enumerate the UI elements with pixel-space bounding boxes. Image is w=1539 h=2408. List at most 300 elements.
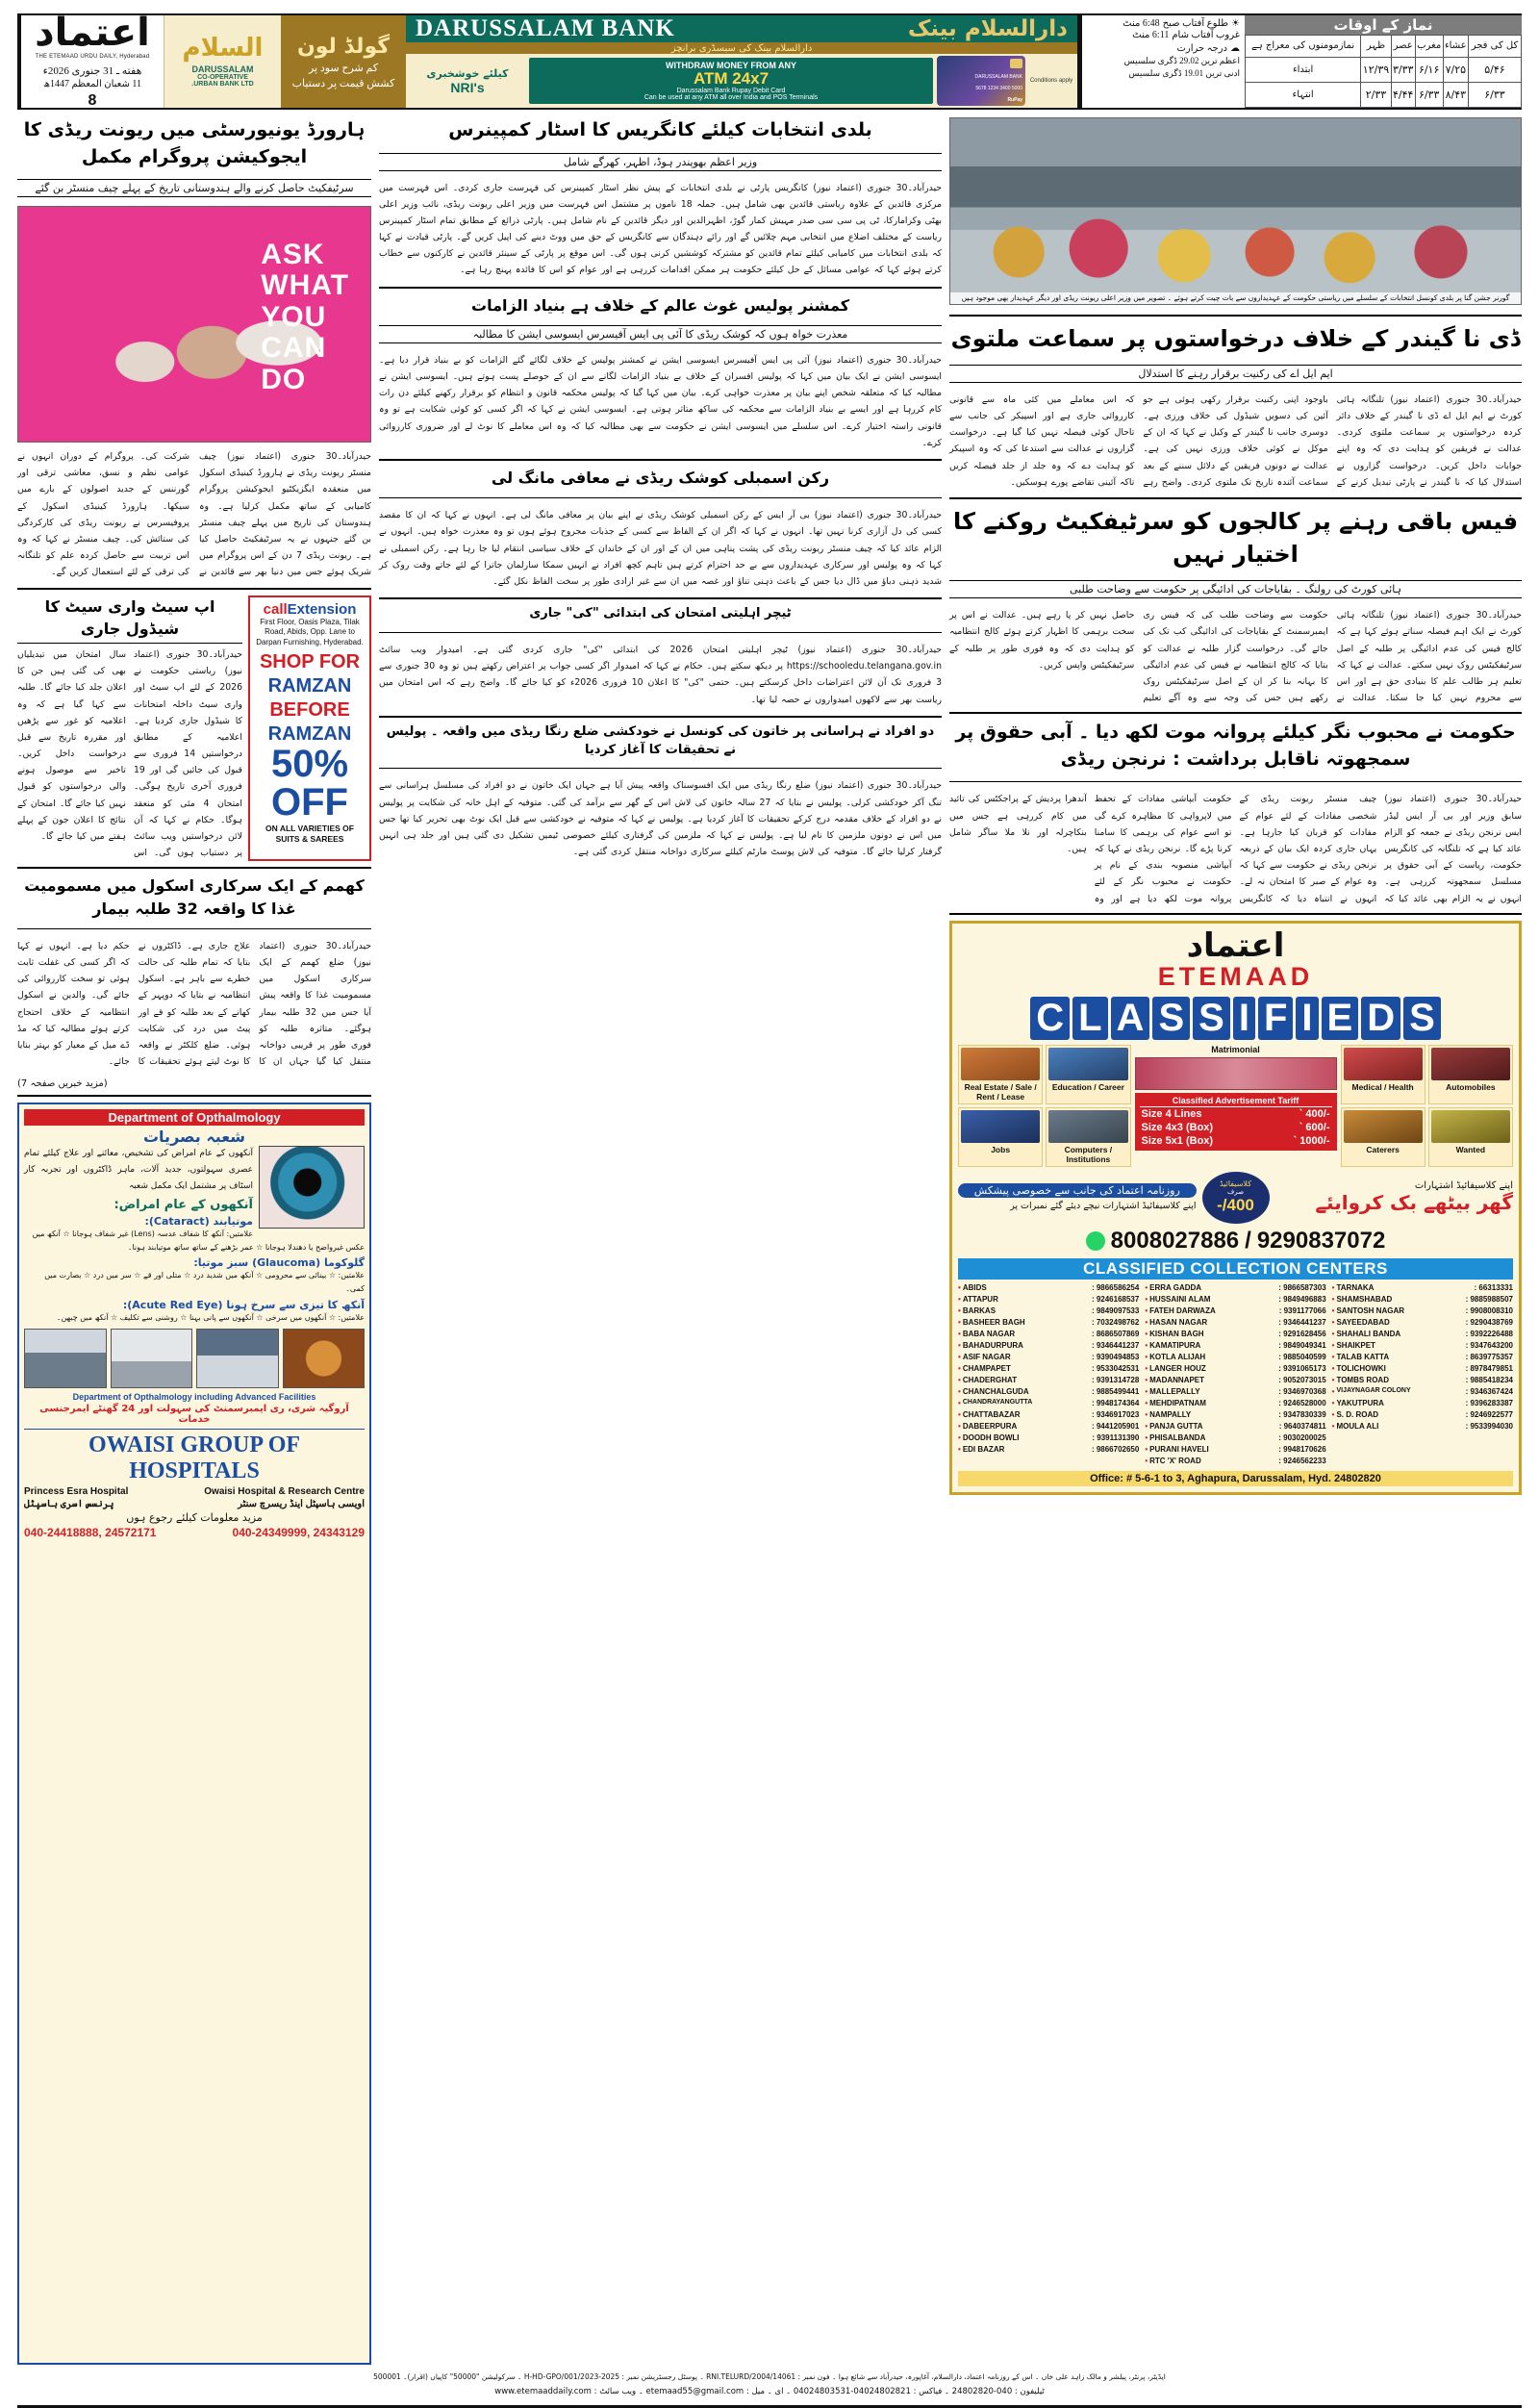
center-phone: 9866586254 [1096,1282,1140,1292]
photo-caption: گورنر جشن گنا پر بلدی کونسل انتخابات کے سلسلے میں ریاستی حکومت کے عہدیداروں سے بات چیت کرتے ہوئے ۔ تصویر میں وزیر اعلی ریونت ریڈی اور دیگر عہدیدار بھی موجود ہیں [950,292,1521,304]
bullet-icon: • [1145,1444,1148,1454]
gold-loan-line1: کم شرح سود پر [308,62,379,74]
bullet-icon: • [958,1444,961,1454]
bullet-icon: • [1145,1340,1148,1350]
bank-name-bar [406,15,1077,42]
classifieds-ad[interactable] [949,921,1522,1495]
list-item: • ERRA GADDA : 9866587303 [1145,1282,1326,1292]
category-wanted-label: Wanted [1455,1144,1486,1154]
center-phone: 9346970368 [1283,1386,1326,1396]
classifieds-letter-i: I [1233,997,1255,1040]
call-extension-ad[interactable] [248,596,371,862]
center-name: SANTOSH NAGAR [1336,1305,1404,1315]
list-item: • NAMPALLY : 9347830339 [1145,1409,1326,1419]
center-phone: 9346441237 [1283,1317,1326,1327]
list-item: • CHANCHALGUDA : 9885499441 [958,1386,1140,1396]
bullet-icon: • [1331,1386,1335,1396]
classifieds-middle-row [958,1045,1513,1167]
center-phone: 9246528000 [1283,1398,1326,1407]
center-name: EDI BAZAR [962,1444,1005,1454]
stethoscope-icon [1344,1048,1423,1080]
center-name: CHAMPAPET [962,1363,1011,1373]
gold-loan-title: گولڈ لون [296,34,391,59]
callext-shop-ramzan2: RAMZAN [267,722,352,745]
thumb-surgery [196,1329,279,1388]
center-name: BARKAS [962,1305,997,1315]
center-name: PURANI HAVELI [1149,1444,1209,1454]
thumb-equipment [111,1329,193,1388]
center-name: SHAIKPET [1336,1340,1375,1350]
temperature-label: درجہ حرارت [1176,43,1227,54]
ophth-redeye-symptoms: علامتیں: ☆ آنکھوں میں سرخی ☆ آنکھوں سے پانی بہنا ☆ روشنی سے تکلیف ☆ آنکھ میں چبھن۔ [56,1312,365,1322]
center-phone: 9849097533 [1096,1305,1140,1315]
article-b2-text: حیدرآباد۔30 جنوری (اعتماد نیوز) ریاستی حکومت نے 2026 کے لئے اپ سیٹ اور واری سیٹ داخلہ امتحانات کا شیڈول جاری کردیا ہے۔ اعلامیہ کے مطابق درخواستیں 14 فروری سے قبول کی جائیں گی اور 19 فروری آخری تاریخ ہوگی۔ امتحان 4 مئی کو منعقد ہوگا۔ حکام نے کہا کہ آن لائن درخواستیں ویب سائٹ پر دستیاب ہوں گی۔ اس سال امتحان میں تبدیلیاں بھی کی گئی ہیں جن کا اعلان جلد کیا جائے گا۔ طلبہ سے کہا گیا ہے کہ وہ اعلامیہ کو غور سے پڑھیں اور مقررہ تاریخ سے قبل درخواست داخل کریں۔ تاخیر سے موصول ہونے والی درخواستوں کو قبول نہیں کیا جائے گا۔ امتحان کے نتائج کا اعلان جون کے پہلے ہفتے میں کیا جائے گا۔ [17,648,242,859]
center-phone: 9030200025 [1283,1432,1326,1442]
category-group-right [1341,1045,1514,1167]
callext-variety: ON ALL VARIETIES OF SUITS & SAREES [265,823,354,845]
article-b2-headline: اپ سیٹ واری سیٹ کا شیڈول جاری [44,596,215,638]
ophth-cataract-title: موتیابند (Cataract): [144,1215,253,1229]
article-a8-headline: دو افراد نے ہراسانی پر خاتون کی کونسل نے خودکشی ضلع رنگا ریڈی میں واقعہ ۔ پولیس نے تحقیقات کا آغاز کردیا [386,723,935,757]
end-row-label: انتہاء [1246,82,1361,107]
center-phone: 9291628456 [1283,1329,1326,1338]
car-icon [1431,1048,1510,1080]
bullet-icon: • [1145,1294,1148,1304]
badge-amount: 400/- [1217,1196,1254,1215]
logo-english-title: THE ETEMAAD URDU DAILY, Hyderabad [35,54,150,60]
bullet-icon: • [1145,1432,1148,1442]
article-b1-subheadline: سرٹیفکیٹ حاصل کرنے والے ہندوستانی تاریخ کے پہلے چیف منسٹر بن گئے [17,179,371,197]
list-item: • SAYEEDABAD : 9290438769 [1331,1317,1513,1327]
sun-and-temperature [1081,15,1245,108]
books-icon [1048,1048,1127,1080]
article-a1-subheadline: وزیر اعظم بھوپندر ہوڈ، اظہر، کھرگے شامل [379,153,942,171]
footer-contacts: ٹیلیفون : 040-24802820 ۔ فیاکس : 04024802821-04024803531 ۔ ای ۔ میل : etemaad55@gmail.com ۔ ویب سائٹ : www.etemaaddaily.com [494,2386,1045,2396]
classifieds-letter-c: C [1030,997,1070,1040]
phone-princess-esra[interactable]: 040-24418888, 24572171 [24,1526,157,1540]
temperature-min: ادنی ترین 19.01 ڈگری سلسیس [1128,68,1240,79]
classifieds-phone-2[interactable]: 9290837072 [1256,1227,1386,1254]
bullet-icon: • [1331,1375,1335,1384]
classifieds-letter-s2: S [1193,997,1230,1040]
list-item: • MEHDIPATNAM : 9246528000 [1145,1398,1326,1407]
sunset-value: 6:11 منٹ [1132,30,1170,40]
center-phone: 9533994030 [1470,1421,1513,1431]
end-fajr-tomorrow: ۶/۳۳ [1468,82,1521,107]
gold-loan-line2: کشش قیمت پر دستیاب [291,77,395,89]
bullet-icon: • [1145,1282,1148,1292]
center-name: TARNAKA [1336,1282,1375,1292]
category-jobs[interactable] [958,1107,1043,1167]
collection-centers-column-3 [1332,1282,1513,1467]
classifieds-promo-headline-wrap [1275,1180,1514,1214]
sunrise-row [1087,18,1240,29]
owaisi-group-name: OWAISI GROUP OF HOSPITALS [88,1432,301,1484]
end-isha: ۸/۴۳ [1443,82,1468,107]
center-name: FATEH DARWAZA [1149,1305,1216,1315]
category-education-label: Education / Career [1051,1081,1124,1092]
prayer-times-table-wrap [1245,15,1522,108]
center-phone: 66313331 [1478,1282,1513,1292]
center-phone: 9392226488 [1470,1329,1513,1338]
center-phone: 9849496883 [1283,1294,1326,1304]
masthead-row [17,13,1522,110]
bullet-icon: • [1145,1421,1148,1431]
center-phone: 8978479851 [1470,1363,1513,1373]
callext-brand [254,601,366,618]
category-medical-label: Medical / Health [1351,1081,1414,1092]
bullet-icon: • [958,1386,961,1396]
center-name: KOTLA ALIJAH [1149,1352,1206,1361]
bullet-icon: • [958,1363,961,1373]
list-item: • KAMATIPURA : 9849049341 [1145,1340,1326,1350]
center-phone: 9391065173 [1283,1363,1326,1373]
list-item: • YAKUTPURA : 9396283387 [1331,1398,1513,1407]
list-item: • TOLICHOWKI : 8978479851 [1331,1363,1513,1373]
bullet-icon: • [1145,1352,1148,1361]
prayer-col-fajr-tomorrow: کل کی فجر [1468,36,1521,58]
center-phone: 9052073015 [1283,1375,1326,1384]
tariff-price-1: ` 400/- [1299,1107,1330,1120]
owaisi-phones [24,1526,365,1539]
bullet-icon: • [1145,1305,1148,1315]
center-phone: 9246562233 [1283,1456,1326,1465]
badge-label: کلاسیفائیڈ [1219,1179,1252,1189]
article-a2-body [949,392,1522,492]
article-a3-text: حیدرآباد۔30 جنوری (اعتماد نیوز) آئی پی ایس آفیسرس ایسوسی ایشن نے کمشنر پولیس کے خلاف لگائے گئے الزامات کو بے بنیاد قرار دیا ہے۔ ایسوسی ایشن نے ایک بیان میں کہا کہ پولیس افسران کے خلاف بے بنیاد الزامات لگانے سے ان کے حوصلے پست ہوتے ہیں۔ ایسوسی ایشن نے مطالبہ کیا کہ متعلقہ شخص اپنے بیان پر معذرت خواہی کرے۔ بیان میں کہا گیا کہ پولیس محکمہ قانون و انتظام کو برقرار رکھنے کیلئے دن رات کام کررہا ہے اور ایسے بے بنیاد الزامات سے محکمہ کی ساکھ متاثر ہوتی ہے۔ ایسوسی ایشن نے کہا کہ اگر کسی کو کوئی شکایت ہے تو وہ قانونی راستہ اختیار کرے۔ اس سلسلے میں ایسوسی ایشن نے حکومت سے بھی مطالبہ کیا کہ وہ اس معاملے کا نوٹ لے اور ضروری کارروائی کرے۔ [379,354,942,448]
atm-line4: Can be used at any ATM all over India and POS Terminals [643,94,819,102]
ophth-intro: آنکھوں کے عام امراض کی تشخیص، معائنے اور علاج کیلئے تمام عصری سہولتوں، جدید آلات، ماہر ڈاکٹروں اور تجربہ کار اسٹاف پر مشتمل ایک مکمل شعبہ [24,1148,253,1192]
list-item: • CHATTABAZAR : 9346917023 [958,1409,1140,1419]
bullet-icon: • [1145,1317,1148,1327]
center-name: NAMPALLY [1149,1409,1192,1419]
bullet-icon: • [1145,1363,1148,1373]
price-badge [1202,1172,1270,1224]
center-name: HUSSAINI ALAM [1149,1294,1211,1304]
center-phone: 9948174364 [1096,1398,1140,1407]
sunset-label: غروب آفتاب شام [1172,30,1240,40]
bullet-icon: • [1331,1363,1335,1373]
owaisi-research-centre: Owaisi Hospital & Research Centre [204,1486,365,1498]
center-name: ERRA GADDA [1149,1282,1202,1292]
classifieds-letter-i2: I [1296,997,1318,1040]
tariff-size-2: Size 4x3 (Box) [1141,1121,1214,1133]
bullet-icon: • [958,1409,961,1419]
list-item: • SHAIKPET : 9347643200 [1331,1340,1513,1350]
callext-brand-part2: Extension [287,600,357,618]
article-a5-text: حیدرآباد۔30 جنوری (اعتماد نیوز) بی آر ایس کے رکن اسمبلی کوشک ریڈی نے اپنے بیان پر معافی مانگ لی ہے۔ انہوں نے کہا کہ ان کا مقصد کسی کی دل آزاری کرنا نہیں تھا۔ انہوں نے کہا کہ اگر ان کے الفاظ سے کسی کے جذبات مجروح ہوئے ہوں تو وہ معذرت خواہ ہیں۔ انہوں نے الزام عائد کیا کہ چیف منسٹر ریونت ریڈی کی پشت پناہی میں ان کے اور ان کے خاندان کے خلاف سیاسی انتقام لیا جا رہا ہے۔ رکن اسمبلی نے کہا کہ وہ پولیس اور سرکاری عہدیداروں سے بے حد احترام کرتے ہیں تاہم کچھ افراد نے انہیں سمکا سارلمان جاترا کے لئے جاتے وقت روک کر شدید ذہنی دباؤ میں ڈال دیا جس کے باعث ذہنی تناؤ اور غصہ میں ان سے غیر ارادی طور پر سخت الفاظ نکل گئے۔ [379,510,942,587]
article-a7-body [379,642,942,710]
bank-logo-urdu: السلام [182,34,264,63]
list-item: • PANJA GUTTA : 9640374811 [1145,1421,1326,1431]
list-item: • SHAMSHABAD : 9885988507 [1331,1294,1513,1304]
prayer-col-asr: عصر [1391,36,1415,58]
page-footer [17,2370,1522,2408]
prayer-col-isha: عشاء [1443,36,1468,58]
whatsapp-icon [1086,1231,1105,1251]
center-name: SAYEEDABAD [1336,1317,1390,1327]
center-name: CHANCHALGUDA [962,1386,1029,1396]
center-name: BASHEER BAGH [962,1317,1025,1327]
article-a4-body [949,607,1522,706]
politicians-photo [949,117,1522,305]
bullet-icon: • [1331,1421,1335,1431]
article-a6-headline: حکومت نے محبوب نگر کیلئے پروانہ موت لکھ دیا ۔ آبی حقوق پر سمجھوتہ ناقابل برداشت : نرنجن ریڈی [955,722,1516,770]
card-number: 5000 3400 1234 5678 [975,86,1022,91]
debit-card-image [937,56,1025,106]
article-b3-jump: (مزید خبریں صفحہ 7) [17,1077,108,1089]
prayer-row-end [1246,82,1522,107]
category-caterers-label: Caterers [1366,1144,1400,1154]
center-phone: 9246922577 [1470,1409,1513,1419]
ophth-cataract-symptoms: علامتیں: آنکھ کا شفاف عدسہ (Lens) غیر شفاف ہوجانا ☆ آنکھ میں عکس غیرواضح یا دھندلا ہوجانا ☆ عمر بڑھنے کے ساتھ ساتھ موتیابند ہونا۔ [32,1229,365,1252]
category-medical[interactable] [1341,1045,1425,1104]
category-computers[interactable] [1046,1107,1130,1167]
sunrise-label: طلوع آفتاب صبح [1162,18,1229,29]
tariff-title: Classified Advertisement Tariff [1140,1096,1332,1107]
article-a3-subheadline: معذرت خواہ ہوں کہ کوشک ریڈی کا آئی پی ایس آفیسرس ایسوسی ایشن کا مطالبہ [379,325,942,343]
article-b1-body [17,448,371,582]
bank-logo-line2: CO-OPERATIVE [197,74,248,81]
bullet-icon: • [958,1305,961,1315]
center-name: KAMATIPURA [1149,1340,1201,1350]
center-phone: 9391177066 [1283,1305,1326,1315]
ophth-condition-2 [24,1256,365,1295]
center-name: DOODH BOWLI [962,1432,1020,1442]
bullet-icon: • [958,1317,961,1327]
footer-imprint: ایڈیٹر، پرنٹر، پبلشر و مالک زاہد علی خاں ۔ اس کے روزنامہ اعتماد، دارالسلام، آغاپورہ، حیدرآباد سے شائع ہوا ۔ فون نمبر : RNI.TELURD/2004/14061 ۔ پوسٹل رجسٹریشن نمبر : H-HD-GPO/001/2023-2025 ۔ سرکولیشن "50000" کاپیاں (اقرار)۔ 500001 [373,2372,1166,2381]
center-phone: 9390494853 [1096,1352,1140,1361]
center-name: TOLICHOWKI [1336,1363,1386,1373]
atm-line3: Darussalam Bank Rupay Debit Card [676,88,786,95]
callext-shop-ramzan1: RAMZAN [267,674,352,697]
center-name: SHAHALI BANDA [1336,1329,1401,1338]
thumb-machine [24,1329,107,1388]
bank-subsidiary-band: دارالسلام بینک کی سبسڈری برانچز [406,42,1077,54]
list-item: • PHISALBANDA : 9030200025 [1145,1432,1326,1442]
collection-centers-column-1 [958,1282,1139,1467]
center-phone: 9885499441 [1096,1386,1140,1396]
bullet-icon: • [1331,1282,1335,1292]
ophth-redeye-title: آنکھ کا تیزی سے سرخ ہونا (Acute Red Eye): [122,1298,365,1311]
category-education[interactable] [1046,1045,1130,1104]
start-zuhr: ۱۲/۳۹ [1361,57,1392,82]
list-item: • MOULA ALI : 9533994030 [1331,1421,1513,1431]
center-name: BAHADURPURA [962,1340,1023,1350]
start-asr: ۳/۳۳ [1391,57,1415,82]
classifieds-phone-1[interactable]: 8008027886 [1110,1227,1240,1254]
center-phone: 9849049341 [1283,1340,1326,1350]
center-name: TALAB KATTA [1336,1352,1390,1361]
ophth-glaucoma-title: گلوکوما (Glaucoma) سبز موتیا: [193,1256,365,1270]
callext-brand-part1: call [263,600,288,618]
house-icon [961,1048,1040,1080]
article-a6-text: حیدرآباد۔30 جنوری (اعتماد نیوز) سابق وزیر اور بی آر ایس لیڈر ایس نرنجن ریڈی نے جمعہ کو الزام عائد کیا ہے کہ تلنگانہ کی کانگریس حکومت، ریاست کے آبی حقوق پر مسلسل سمجھوتہ کررہی ہے۔ انہوں نے یہ الزام بھی عائد کیا کہ چیف منسٹر ریونت ریڈی کے شخصی مفادات کے لئے عوام کے مفادات کو قربان کیا جارہا ہے۔ یہاں جاری کردہ ایک بیان کے ذریعہ نرنجن ریڈی نے حکومت سے کہا کہ وہ عوام کے صبر کا امتحان نہ لے۔ انہوں نے انتباہ دیا کہ کانگریس حکومت آبپاشی مفادات کے تحفظ میں لاپرواہی کا مظاہرہ کرے گی تو اسے عوام کی برہمی کا سامنا کرنا پڑے گا۔ نرنجن ریڈی نے کہا کہ آبپاشی منصوبہ بندی کے نام پر حکومت نے محبوب نگر کے لئے پروانہ موت لکھ دیا ہے اور وہ آندھرا پردیش کے پراجکٹس کی تائید میں کام کررہی ہے جس میں بنکاچرلہ اور نلا ملا ساگر شامل ہیں۔ [949,794,1522,904]
list-item: • HUSSAINI ALAM : 9849496883 [1145,1294,1326,1304]
collection-centers-grid [958,1282,1513,1467]
center-phone: 9246168537 [1096,1294,1140,1304]
classifieds-letter-s3: S [1403,997,1441,1040]
list-item: • S. D. ROAD : 9246922577 [1331,1409,1513,1419]
list-item: • HASAN NAGAR : 9346441237 [1145,1317,1326,1327]
classifieds-letter-s1: S [1152,997,1190,1040]
list-item: • RTC 'X' ROAD : 9246562233 [1145,1456,1326,1465]
list-item: • BAHADURPURA : 9346441237 [958,1340,1140,1350]
center-name: KISHAN BAGH [1149,1329,1204,1338]
article-a3-body [379,352,942,453]
center-phone: 9346367424 [1470,1386,1513,1396]
classifieds-phone-row[interactable] [958,1228,1513,1255]
list-item: • VIJAYNAGAR COLONY : 9346367424 [1331,1386,1513,1396]
article-a2-headline: ڈی نا گیندر کے خلاف درخواستوں پر سماعت ملتوی [950,325,1521,352]
bank-main-panel [406,15,1077,108]
column-right [17,117,371,2365]
classifieds-letter-l: L [1072,997,1107,1040]
matrimonial-image [1135,1057,1337,1090]
eye-photo [259,1146,365,1229]
article-a2-subheadline: ایم ایل اے کی رکنیت برقرار رہنے کا استدلال [949,365,1522,383]
bank-logo-line1: DARUSSALAM [191,64,254,74]
phone-separator: / [1245,1227,1251,1254]
list-item: • BABA NAGAR : 8686507869 [958,1329,1140,1338]
logo-urdu-title: اعتماد [35,11,150,55]
category-real-estate[interactable] [958,1045,1043,1104]
list-item: • CHAMPAPET : 9533042531 [958,1363,1140,1373]
article-a2-text: حیدرآباد۔30 جنوری (اعتماد نیوز) تلنگانہ ہائی کورٹ نے ایم ایل اے ڈی نا گیندر کے خلاف دائر کردہ درخواستوں پر سماعت ملتوی کردی۔ عدالت نے فریقین کو ہدایت دی کہ وہ اپنے جوابات داخل کریں۔ درخواست گزاروں نے استدلال کیا کہ نا گیندر نے پارٹی تبدیل کرنے کے باوجود اپنی رکنیت برقرار رکھی ہوئی ہے جو آئین کی دسویں شیڈول کی خلاف ورزی ہے۔ دوسری جانب نا گیندر کے وکیل نے کہا کہ ان کے موکل نے کوئی خلاف ورزی نہیں کی ہے۔ عدالت نے دونوں فریقین کے دلائل سننے کے بعد سماعت آئندہ تاریخ تک ملتوی کردی۔ واضح رہے کہ اس معاملے میں کئی ماہ سے قانونی کارروائی جاری ہے اور اسپیکر کی جانب سے تاحال کوئی فیصلہ نہیں کیا گیا ہے۔ درخواست گزاروں نے عدالت سے استدعا کی کہ وہ اسپیکر کو ہدایت دے کہ وہ جلد از جلد فیصلہ کریں تاکہ آئینی تقاضے پورے ہوسکیں۔ [949,393,1522,488]
list-item: • ATTAPUR : 9246168537 [958,1294,1140,1304]
ophth-dept-urdu: شعبہ بصریات [142,1127,246,1146]
center-name: TOMBS ROAD [1336,1375,1389,1384]
start-isha: ۷/۲۵ [1443,57,1468,82]
owaisi-hospital-block [24,1429,365,1539]
category-computers-label: Computers / Institutions [1064,1144,1113,1164]
collection-centers-column-2 [1145,1282,1325,1467]
ophth-dept-english: Department of Opthalmology [24,1109,365,1126]
center-phone: 9908008310 [1470,1305,1513,1315]
classifieds-office-address: Office: # 5-6-1 to 3, Aghapura, Darussalam, Hyd. 24802820 [958,1471,1513,1486]
bullet-icon: • [1331,1305,1335,1315]
bullet-icon: • [1145,1329,1148,1338]
list-item: • BARKAS : 9849097533 [958,1305,1140,1315]
category-jobs-label: Jobs [991,1144,1011,1154]
center-phone: 9391131390 [1097,1432,1140,1442]
promo-ribbon: روزنامہ اعتماد کی جانب سے خصوصی پیشکش [958,1183,1197,1198]
list-item: • LANGER HOUZ : 9391065173 [1145,1363,1326,1373]
computer-icon [1048,1110,1127,1143]
classifieds-letter-f: F [1258,997,1293,1040]
category-wanted[interactable] [1428,1107,1513,1167]
tariff-row-3 [1140,1134,1332,1148]
center-phone: 8639775357 [1470,1352,1513,1361]
princess-esra-hospital-ur: پرنسس اسری ہاسپٹل [24,1499,114,1510]
classifieds-letter-e: E [1322,997,1359,1040]
page-number: 8 [88,92,97,109]
princess-esra-hospital: Princess Esra Hospital [24,1486,129,1498]
center-name: ATTAPUR [962,1294,998,1304]
atm-offer [529,58,933,105]
article-a8-body [379,777,942,2365]
matrimonial-label: Matrimonial [1211,1044,1260,1054]
ophth-condition-3 [24,1299,365,1325]
tariff-row-1 [1140,1107,1332,1121]
list-item: • BASHEER BAGH : 7032498762 [958,1317,1140,1327]
article-a6-body [949,791,1522,906]
center-name: YAKUTPURA [1336,1398,1384,1407]
article-a8-text: حیدرآباد۔30 جنوری (اعتماد نیوز) ضلع رنگا ریڈی میں ایک افسوسناک واقعہ پیش آیا ہے جہاں ایک خاتون نے دو افراد کی مسلسل ہراسانی سے تنگ آکر خودکشی کرلی۔ پولیس نے بتایا کہ 27 سالہ خاتون کی لاش اس کے گھر سے برآمد کی گئی۔ متوفیہ کے اہل خانہ کی شکایت پر پولیس نے دو افراد کے خلاف مقدمہ درج کرکے تحقیقات کا آغاز کردیا ہے۔ پولیس نے کہا کہ متوفیہ نے خودکشی سے قبل ایک نوٹ بھی تحریر کیا تھا جس میں اس نے دونوں ملزمین کا نام لیا ہے۔ پولیس نے کہا کہ ملزمین کی گرفتاری کیلئے خصوصی ٹیمیں تشکیل دی گئی ہیں اور جلد ہی انہیں گرفتار کرلیا جائے گا۔ متوفیہ کی لاش پوسٹ مارٹم کیلئے سرکاری دواخانہ منتقل کردی گئی ہے۔ [379,780,942,858]
card-label: DARUSSALAM BANK [974,74,1022,80]
classifieds-logo-urdu: اعتماد [1186,925,1285,965]
list-item: • KISHAN BAGH : 9291628456 [1145,1329,1326,1338]
article-a5-body [379,507,942,592]
bullet-icon: • [958,1421,961,1431]
bullet-icon: • [958,1352,961,1361]
atm-line2: ATM 24x7 [693,68,770,88]
center-phone: 9533042531 [1096,1363,1140,1373]
temperature-max: اعظم ترین 29.02 ڈگری سلسیس [1123,56,1240,65]
category-group-left [958,1045,1131,1167]
card-brand: RuPay [1007,97,1022,103]
bullet-icon: • [958,1340,961,1350]
bank-advertisement[interactable] [164,15,1077,108]
callext-address: First Floor, Oasis Plaza, Tilak Road, Abids, Opp. Lane to Darpan Furnishing, Hyderabad. [256,617,364,647]
harvard-photo [17,206,371,443]
badge-only: صرف [1226,1188,1245,1197]
sun-icon: ☀ [1231,18,1240,29]
center-phone: 9346917023 [1096,1409,1140,1419]
ophth-heading: آنکھوں کے عام امراض: [114,1198,253,1213]
article-a7-headline: ٹیچر اہلیتی امتحان کی ابتدائی "کی" جاری [529,606,792,621]
issue-date-gregorian: هفته ـ 31 جنوری 2026ء [42,65,142,77]
center-name: PHISALBANDA [1149,1432,1206,1442]
bullet-icon: • [1331,1398,1335,1407]
article-a5-headline: رکن اسمبلی کوشک ریڈی نے معافی مانگ لی [491,468,830,487]
center-name: ABIDS [962,1282,987,1292]
owaisi-research-centre-ur: اویسی ہاسپٹل اینڈ ریسرچ سنٹر [238,1499,365,1510]
ophthalmology-ad[interactable] [17,1103,371,2365]
center-phone: 9948170626 [1283,1444,1326,1454]
category-real-estate-label: Real Estate / Sale / Rent / Lease [964,1081,1037,1102]
center-name: HASAN NAGAR [1149,1317,1208,1327]
list-item: • CHADERGHAT : 9391314728 [958,1375,1140,1384]
center-phone: 9441205901 [1096,1421,1140,1431]
phone-owaisi-research[interactable]: 040-24349999, 24343129 [232,1526,365,1540]
list-item: • ASIF NAGAR : 9390494853 [958,1352,1140,1361]
bullet-icon: • [1145,1386,1148,1396]
category-automobiles[interactable] [1428,1045,1513,1104]
owaisi-phone-note: مزید معلومات کیلئے رجوع ہوں [126,1511,263,1525]
center-name: CHADERGHAT [962,1375,1018,1384]
tariff-size-3: Size 5x1 (Box) [1141,1134,1214,1147]
article-b2-body [17,646,242,861]
cloud-icon: ☁ [1230,43,1240,54]
ophth-footer-english: Department of Opthalmology including Advanced Facilities [72,1392,316,1403]
list-item: • CHANDRAYANGUTTA : 9948174364 [958,1398,1140,1407]
center-name: S. D. ROAD [1336,1409,1379,1419]
category-automobiles-label: Automobiles [1446,1081,1496,1092]
callext-discount: 50% OFF [270,742,349,824]
category-caterers[interactable] [1341,1107,1425,1167]
owaisi-hospitals-en [24,1486,365,1497]
thumb-retina [283,1329,366,1388]
list-item: • TALAB KATTA : 8639775357 [1331,1352,1513,1361]
center-phone: 9866587303 [1283,1282,1326,1292]
promo-big-text: گھر بیٹھے بک کروایئے [1315,1191,1513,1215]
center-phone: 9885040599 [1283,1352,1326,1361]
prayer-row-start [1246,57,1522,82]
article-a4-headline: فیس باقی رہنے پر کالجوں کو سرٹیفکیٹ روکنے کا اختیار نہیں [952,507,1519,569]
ophth-footer-urdu: آروگیہ شری، ری ایمبرسمنٹ کی سہولت اور 24 گھنٹے ایمرجنسی خدمات [39,1404,349,1426]
center-name: ASIF NAGAR [962,1352,1011,1361]
